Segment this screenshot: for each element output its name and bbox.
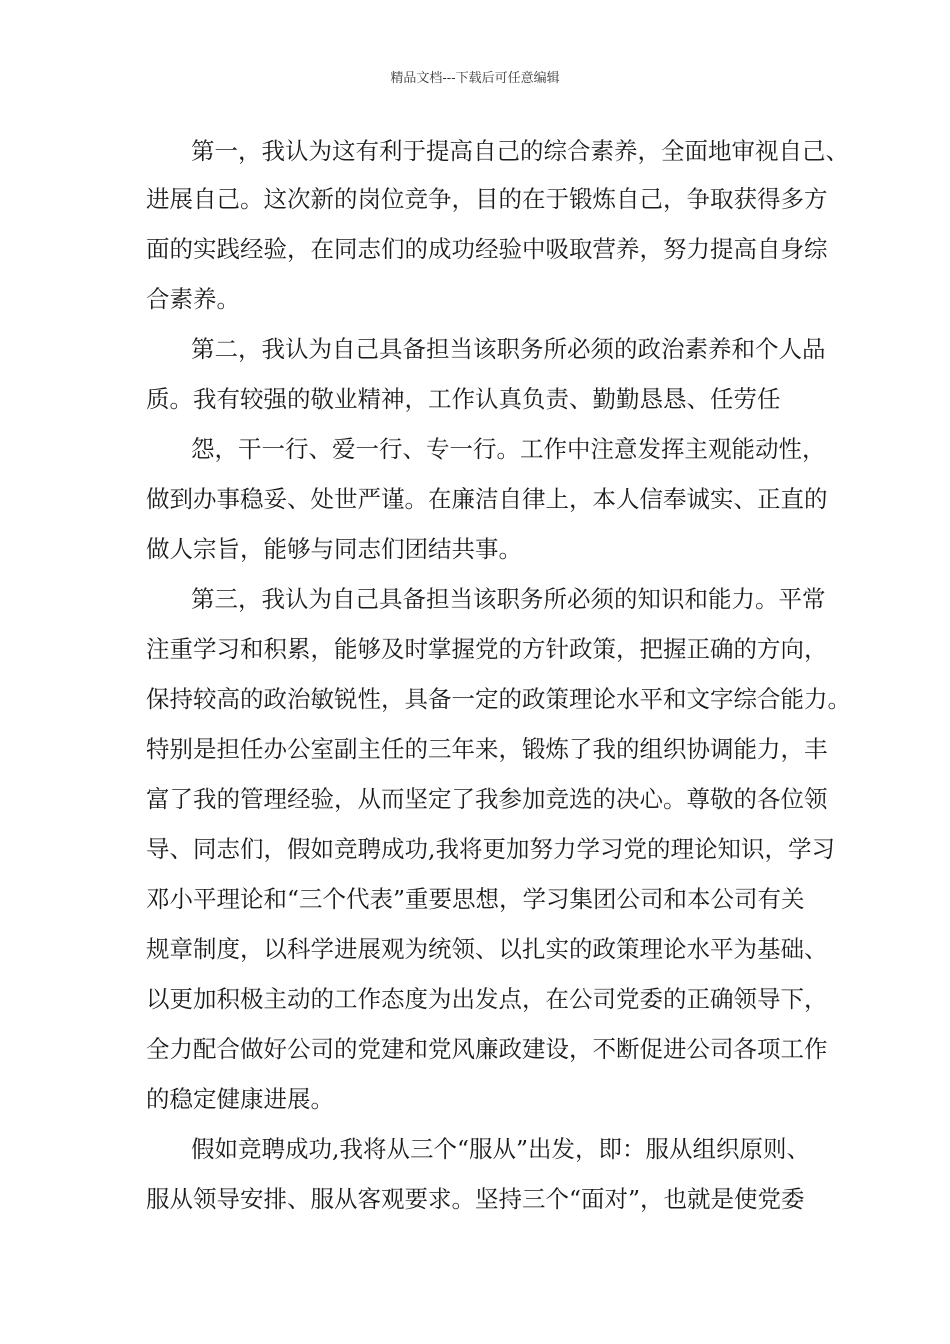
text-line: 进展自己。这次新的岗位竞争，目的在于锻炼自己，争取获得多方	[146, 185, 828, 213]
page-header: 精品文档---下载后可任意编辑	[390, 71, 560, 86]
text-line: 第一，我认为这有利于提高自己的综合素养，全面地审视自己、	[191, 137, 849, 165]
text-line: 全力配合做好公司的党建和党风廉政建设，不断促进公司各项工作	[146, 1035, 828, 1063]
text-line: 导、同志们，假如竞聘成功,我将更加努力学习党的理论知识，学习	[146, 835, 835, 863]
text-line: 第二，我认为自己具备担当该职务所必须的政治素养和个人品	[191, 335, 826, 363]
text-line: 服从领导安排、服从客观要求。坚持三个“面对”，也就是使党委	[146, 1185, 805, 1213]
text-line: 做到办事稳妥、处世严谨。在廉洁自律上，本人信奉诚实、正直的	[146, 485, 828, 513]
text-line: 邓小平理论和“三个代表”重要思想，学习集团公司和本公司有关	[146, 885, 805, 913]
text-line: 合素养。	[146, 285, 240, 313]
text-line: 注重学习和积累，能够及时掌握党的方针政策，把握正确的方向，	[146, 635, 828, 663]
text-line: 富了我的管理经验，从而坚定了我参加竞选的决心。尊敬的各位领	[146, 785, 828, 813]
text-line: 第三，我认为自己具备担当该职务所必须的知识和能力。平常	[191, 585, 826, 613]
text-line: 特别是担任办公室副主任的三年来，锻炼了我的组织协调能力，丰	[146, 735, 828, 763]
text-line: 假如竞聘成功,我将从三个“服从”出发，即：服从组织原则、	[191, 1135, 810, 1163]
text-line: 规章制度，以科学进展观为统领、以扎实的政策理论水平为基础、	[146, 935, 828, 963]
text-line: 质。我有较强的敬业精神，工作认真负责、勤勤恳恳、任劳任	[146, 385, 781, 413]
text-line: 的稳定健康进展。	[146, 1085, 334, 1113]
text-line: 怨，干一行、爱一行、专一行。工作中注意发挥主观能动性，	[191, 435, 826, 463]
text-line: 面的实践经验，在同志们的成功经验中吸取营养，努力提高自身综	[146, 235, 828, 263]
text-line: 做人宗旨，能够与同志们团结共事。	[146, 535, 522, 563]
text-line: 以更加积极主动的工作态度为出发点，在公司党委的正确领导下，	[146, 985, 828, 1013]
text-line: 保持较高的政治敏锐性，具备一定的政策理论水平和文字综合能力。	[146, 685, 851, 713]
